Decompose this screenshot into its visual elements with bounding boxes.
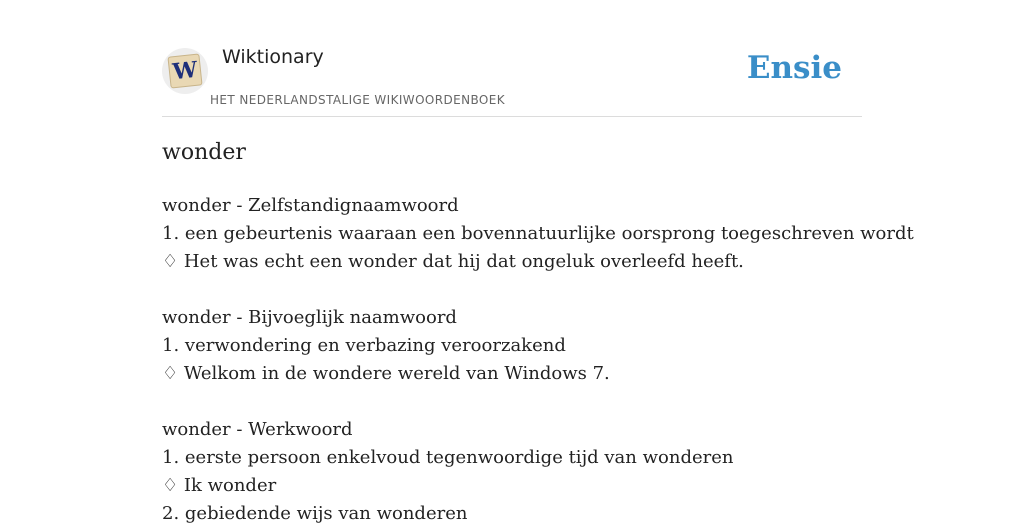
- wiktionary-logo[interactable]: [162, 48, 208, 94]
- entry-sense: 1. een gebeurtenis waaraan een bovennatuurlijke oorsprong toegeschreven wordt: [162, 223, 914, 244]
- entry-example: ♢ Welkom in de wondere wereld van Windows 7.: [162, 363, 610, 384]
- entry-heading: wonder - Bijvoeglijk naamwoord: [162, 307, 457, 328]
- entry-adjective: [162, 304, 882, 388]
- entry-sense: 1. verwondering en verbazing veroorzakend: [162, 335, 566, 356]
- entry-example: ♢ Ik wonder: [162, 475, 277, 496]
- entry-verb: [162, 416, 882, 528]
- entry-noun: [162, 192, 914, 276]
- entry-separator: [162, 276, 882, 304]
- site-name[interactable]: Wiktionary: [222, 46, 324, 68]
- site-header: [162, 0, 862, 117]
- ensie-brand-link[interactable]: Ensie: [746, 50, 842, 86]
- page: [162, 0, 914, 524]
- definitions: [162, 192, 914, 528]
- entry-sense: 2. gebiedende wijs van wonderen: [162, 503, 468, 524]
- entry-heading: wonder - Zelfstandignaamwoord: [162, 195, 459, 216]
- wiktionary-logo-icon: W: [167, 53, 202, 88]
- entry-example: ♢ Het was echt een wonder dat hij dat ongeluk overleefd heeft.: [162, 251, 744, 272]
- entry-heading: wonder - Werkwoord: [162, 419, 353, 440]
- entry-sense: 1. eerste persoon enkelvoud tegenwoordige tijd van wonderen: [162, 447, 734, 468]
- entry-separator: [162, 388, 882, 416]
- site-tagline: HET NEDERLANDSTALIGE WIKIWOORDENBOEK: [210, 93, 506, 107]
- page-title: wonder: [162, 140, 246, 165]
